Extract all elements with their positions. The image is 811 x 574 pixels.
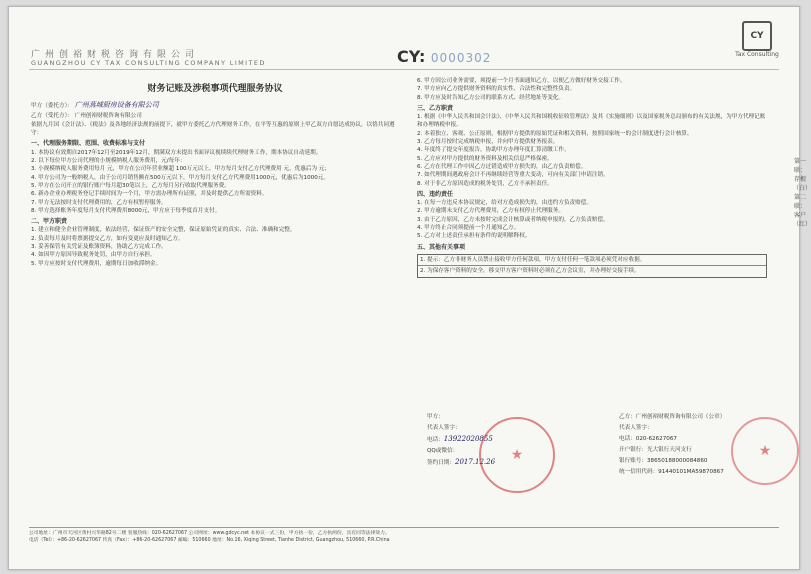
clause-text: 3. 妥善保管有关凭证及账簿资料，协助乙方完成工作。 <box>31 244 167 251</box>
section-heading: 三、乙方职责 <box>417 104 454 112</box>
party-b-label: 乙方（受托方）： <box>31 112 73 119</box>
clause-text: 2. 以下每位甲方公司代理的小规模纳税人服务费用，元/每年： <box>31 158 186 165</box>
section-heading: 二、甲方职责 <box>31 218 68 226</box>
document-title: 财务记账及涉税事项代理服务协议 <box>147 84 283 94</box>
other-items-box <box>417 254 767 278</box>
clause-text: 1. 本协议有效期自2017年12月至2019年12月，期满双方未提出书面异议视续续代理财务工作，期本协议自动延期。 <box>31 149 322 156</box>
clause-text: 4. 甲方终止合同须提前一个月通知乙方。 <box>417 225 520 232</box>
intro-text: 依据九月国《会计法》、《税法》及各地经济法规的前提下，就甲方委托乙方代理财务工作，在平等互惠的原则上甲乙双方自愿达成协议，以恪共同遵守： <box>31 121 395 137</box>
clause-text: 8. 对于非乙方原因造成的税务处罚，乙方不承担责任。 <box>417 180 553 187</box>
sig-a-phone-label: 电话： <box>427 437 444 443</box>
clause-text: 1. 根据《中华人民共和国会计法》、《中华人民共和国税收征收管理法》及其《实施细则》以及国家税务总局颁布的有关法规，为甲方代理记账和办理纳税申报。 <box>417 114 766 129</box>
sig-b-bank-label: 开户银行： <box>619 447 647 453</box>
clause-text: 5. 甲方应按时支付代理费用，逾期每日加收滞纳金。 <box>31 260 162 267</box>
page-footer <box>29 527 779 544</box>
serial-label <box>397 47 491 66</box>
clause-text: 7. 甲方无法按时支付代理费用的，乙方有权暂停服务。 <box>31 199 167 206</box>
clause-text: 3. 乙方每月按时完成纳税申报，并向甲方提供财务报表。 <box>417 139 559 146</box>
copy-label: 第一联：存根（白） 第二联：客户（红） <box>793 158 811 228</box>
company-name-cn: 广州创裕财税咨询有限公司 <box>31 50 200 60</box>
sig-a-qq: QQ或微信： <box>427 448 459 454</box>
party-b-name: 广州创裕财税咨询有限公司 <box>74 112 142 119</box>
sig-a-phone: 13922020855 <box>443 435 493 443</box>
left-column <box>31 77 399 268</box>
sig-a-party: 甲方： <box>427 414 444 420</box>
sig-b-rep: 代表人签字： <box>619 425 653 431</box>
sig-a-date-label: 签约日期： <box>427 460 455 466</box>
clause-text: 8. 甲方选择账务年度每月支付代理费用8000元，甲方应于每季度首月支付。 <box>31 207 221 214</box>
clause-text: 1. 建立和健全企业管理制度，依法经营，保证资产的安全完整，保证原始凭证的真实、合法、准确和完整。 <box>31 227 296 234</box>
sig-b-bank: 光大银行天河支行 <box>646 447 692 453</box>
clause-text: 5. 乙方应对甲方提供的财务资料及相关信息严格保密。 <box>417 155 553 162</box>
other-item-2: 2. 为保存客户资料的安全，移交甲方客户资料时必须在乙方会议室，并办理好交接手续。 <box>420 268 640 275</box>
star-icon: ★ <box>510 447 524 463</box>
footer-line-2: 电话（Tel）：+86-20-62627067 传真（Fax）：+86-20-62627067 邮编：510660 地址：No.16, Xiqing Street, Tianhe District, Guangzhou, 510660, P.R.China <box>29 538 390 543</box>
party-a-name: 广州燕城厨房设备有限公司 <box>74 101 159 110</box>
sig-b-credit: 91440101MA59870867 <box>658 469 724 475</box>
document-page <box>8 6 811 570</box>
sig-b-account-label: 银行账号： <box>619 458 647 464</box>
party-b-line <box>31 112 399 120</box>
clause-text: 2. 负责每月及时将票据提交乙方，如有变更应及时通知乙方。 <box>31 235 184 242</box>
clause-text: 4. 甲方公司为一般纳税人，由于公司月销售额在500万元以下，甲方每月支付乙方代理费用1000元，优惠后为1000元。 <box>31 174 329 181</box>
star-icon: ★ <box>758 443 772 459</box>
clause-text: 4. 如因甲方原因导致税务处罚，由甲方自行承担。 <box>31 252 156 259</box>
sig-b-phone-label: 电话： <box>619 436 636 442</box>
clause-text: 5. 甲方在公司开立的银行账户每月超30笔以上，乙方每月另行收取代理服务费。 <box>31 182 230 189</box>
clause-text: 8. 甲方应及时告知乙方公司的联系方式、经营地址等变化。 <box>417 94 564 101</box>
left-sections <box>31 140 399 267</box>
right-column <box>417 77 767 278</box>
sig-a-rep: 代表人签字： <box>427 425 461 431</box>
logo-mark: CY <box>742 21 772 51</box>
sig-b-credit-label: 统一信用代码： <box>619 469 659 475</box>
clause-text: 4. 年度终了提交年度报告，协助甲方办理年度汇算清缴工作。 <box>417 147 570 154</box>
section-heading: 五、其他有关事项 <box>417 243 466 251</box>
party-a-seal <box>479 417 555 493</box>
company-name-en: GUANGZHOU CY TAX CONSULTING COMPANY LIMITED <box>31 59 266 67</box>
party-b-seal <box>731 417 799 485</box>
header-divider <box>29 69 779 70</box>
clause-text: 2. 甲方逾期未支付乙方代理费用，乙方有权停止代理服务。 <box>417 208 564 215</box>
right-sections <box>417 77 767 252</box>
clause-text: 3. 小规模纳税人服务费用每月 元，甲方在公司年营业额超 100万元以上，甲方每月支付乙方代理费用 元，优惠后为 元； <box>31 166 330 173</box>
clause-text: 7. 甲方应向乙方提供财务资料的真实性、合法性和完整性负责。 <box>417 86 576 93</box>
footer-line-1: 公司地址：广州市天河区黄村兴华路82号二楼 客服热线：020-62627067 公司网址：www.gdcyc.net 本协议一式三份，甲方执一份，乙方执两份，具有同等法律效力。 <box>29 531 390 536</box>
cy-prefix: CY: <box>397 47 426 66</box>
sig-b-party: 乙方：广州创裕财税咨询有限公司（公章） <box>619 414 726 420</box>
clause-text: 3. 由于乙方原因，乙方未按时完成会计核算或者纳税申报的，乙方负责赔偿。 <box>417 216 609 223</box>
logo-text: Tax Consulting <box>735 51 779 58</box>
clause-text: 6. 新办企业办理税务登记手续时间为一个月，甲方需办理所有证照，并及时提供乙方所需资料。 <box>31 191 268 198</box>
company-logo <box>727 21 787 71</box>
party-a-label: 甲方（委托方）： <box>31 103 73 110</box>
sig-b-account: 38650188000084860 <box>646 458 708 464</box>
section-heading: 四、违约责任 <box>417 190 454 198</box>
other-item-1: 1. 提示：乙方非财务人员禁止接收甲方任何款项，甲方支付任何一笔款项必须凭对应收据。 <box>418 255 766 266</box>
clause-text: 6. 乙方在代理工作中因乙方过错造成甲方损失的，由乙方负责赔偿。 <box>417 163 587 170</box>
clause-text: 1. 在每一方违反本协议规定，给对方造成损失的，由违约方负责赔偿。 <box>417 200 592 207</box>
sig-a-date: 2017.12.26 <box>454 458 496 466</box>
clause-text: 5. 乙方对上述责任承担有条件的说明解释权。 <box>417 233 531 240</box>
clause-text: 2. 本着独立、客观、公正原则，根据甲方提供的原始凭证和相关资料，按照国家统一的会计制度进行会计核算。 <box>417 130 693 137</box>
section-heading: 一、代理服务期限、范围、收费标准与支付 <box>31 140 146 148</box>
party-a-line <box>31 101 399 110</box>
clause-text: 6. 甲方因公司业务需要，须提前一个月书面通知乙方，以便乙方做好财务交接工作。 <box>417 78 626 84</box>
sig-b-phone: 020-62627067 <box>635 436 677 442</box>
serial-number: 0000302 <box>430 51 492 65</box>
clause-text: 7. 如代理期间遇政府会计不再继续经营等重大变动，可向有关部门申请注销。 <box>417 172 609 179</box>
